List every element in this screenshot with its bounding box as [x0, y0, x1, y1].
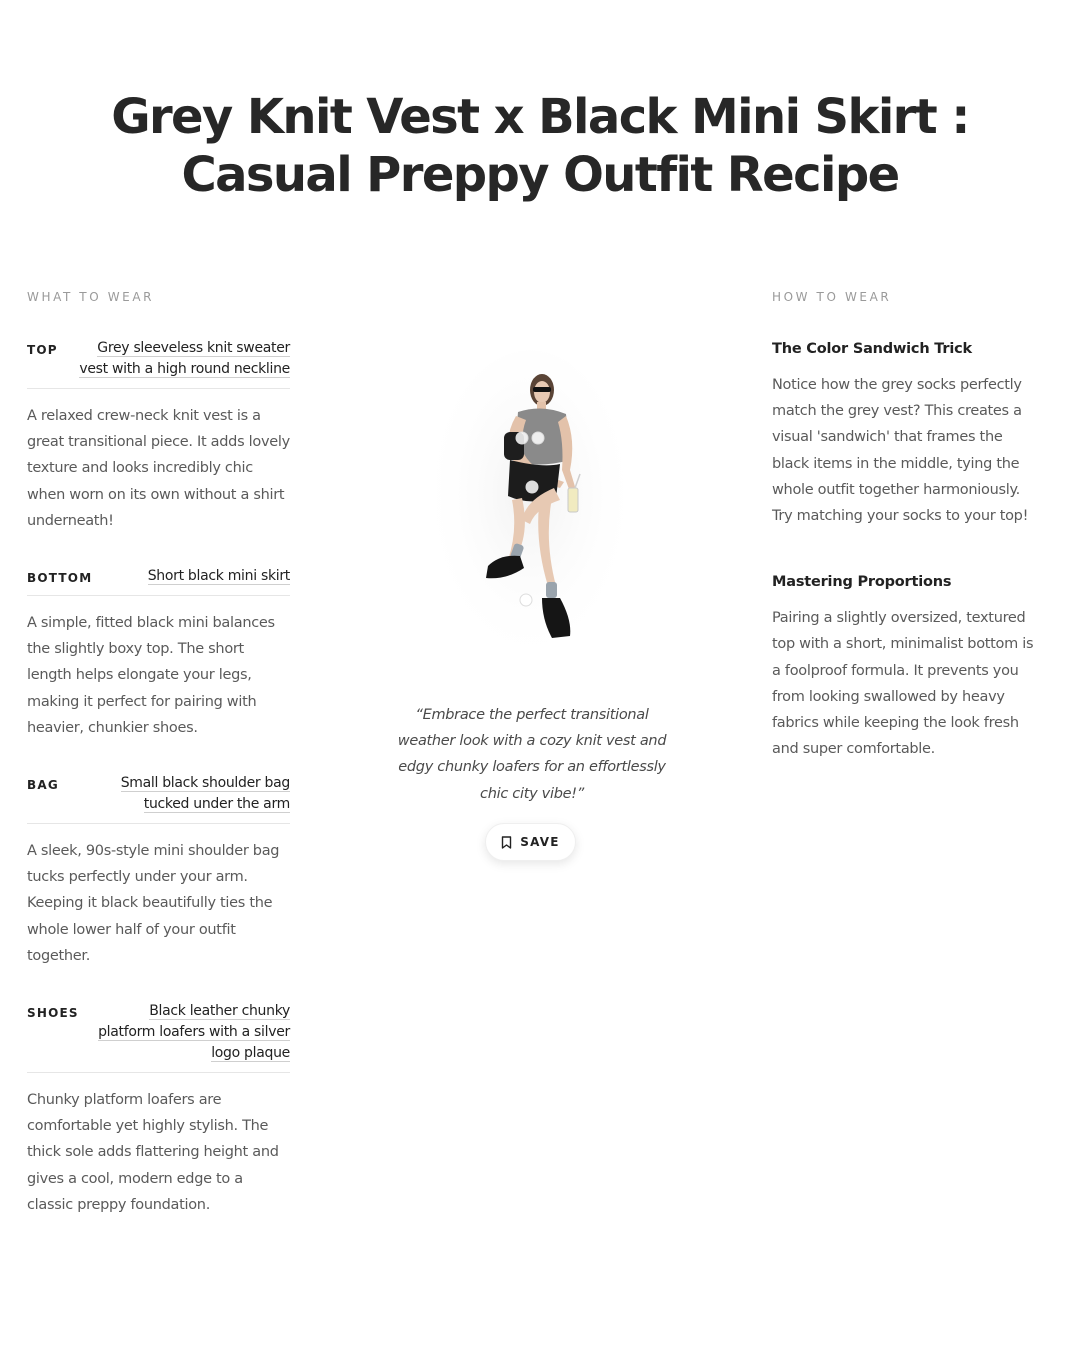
item-description: A sleek, 90s-style mini shoulder bag tucks perfectly under your arm. Keeping it black beautifully ties the whole lower half of your outfit together. — [27, 843, 280, 964]
item-header — [27, 773, 290, 824]
outfit-quote: “Embrace the perfect transitional weather look with a cozy knit vest and edgy chunky loafers for an effortlessly chic city vibe!” — [397, 707, 667, 802]
what-to-wear-label: WHAT TO WEAR — [27, 290, 155, 304]
item-category: BAG — [27, 778, 59, 793]
item-name-link[interactable]: Short black mini skirt — [147, 568, 290, 585]
what-to-wear-list — [27, 338, 290, 1250]
item-shoes — [27, 1001, 290, 1218]
item-name-link[interactable]: Black leather chunky platform loafers with a silver logo plaque — [98, 1003, 290, 1062]
hotspot-dot[interactable] — [516, 432, 528, 444]
how-to-wear-list — [772, 338, 1040, 804]
tip-title: The Color Sandwich Trick — [772, 341, 972, 357]
item-category: SHOES — [27, 1006, 79, 1021]
item-name-link[interactable]: Small black shoulder bag tucked under the arm — [120, 775, 290, 813]
outfit-illustration — [430, 350, 630, 670]
hotspot-dot[interactable] — [532, 432, 544, 444]
tip-body: Notice how the grey socks perfectly match the grey vest? This creates a visual 'sandwich' that frames the black items in the middle, tying the whole outfit together harmoniously. Try matching your socks to your top! — [772, 377, 1029, 525]
item-description: A relaxed crew-neck knit vest is a great transitional piece. It adds lovely texture and looks incredibly chic when worn on its own without a shirt underneath! — [27, 408, 290, 529]
save-label: SAVE — [520, 835, 560, 849]
item-header — [27, 338, 290, 389]
tip-color-sandwich — [772, 338, 1040, 529]
bookmark-icon — [501, 836, 512, 849]
item-bottom — [27, 566, 290, 741]
item-header — [27, 1001, 290, 1073]
tip-body: Pairing a slightly oversized, textured top with a short, minimalist bottom is a foolproof formula. It prevents you from looking swallowed by heavy fabrics while keeping the look fresh and super comfortable. — [772, 610, 1034, 758]
item-category: TOP — [27, 343, 58, 357]
tip-title: Mastering Proportions — [772, 574, 952, 591]
item-bag — [27, 773, 290, 969]
item-header — [27, 566, 290, 596]
item-name-link[interactable]: Grey sleeveless knit sweater vest with a high round neckline — [79, 340, 290, 377]
tip-proportions — [772, 571, 1040, 762]
how-to-wear-label: HOW TO WEAR — [772, 290, 892, 304]
hotspot-dot[interactable] — [520, 594, 532, 606]
outfit-photo — [430, 350, 630, 670]
save-button[interactable] — [485, 823, 576, 861]
item-category: BOTTOM — [27, 571, 93, 586]
item-description: A simple, fitted black mini balances the slightly boxy top. The short length helps elongate your legs, making it perfect for pairing with heavier, chunkier shoes. — [27, 615, 275, 736]
item-description: Chunky platform loafers are comfortable yet highly stylish. The thick sole adds flattering height and gives a cool, modern edge to a classic preppy foundation. — [27, 1092, 279, 1213]
hotspot-dot[interactable] — [526, 481, 538, 493]
item-top — [27, 338, 290, 534]
page-title: Grey Knit Vest x Black Mini Skirt : Casual Preppy Outfit Recipe — [111, 89, 969, 203]
